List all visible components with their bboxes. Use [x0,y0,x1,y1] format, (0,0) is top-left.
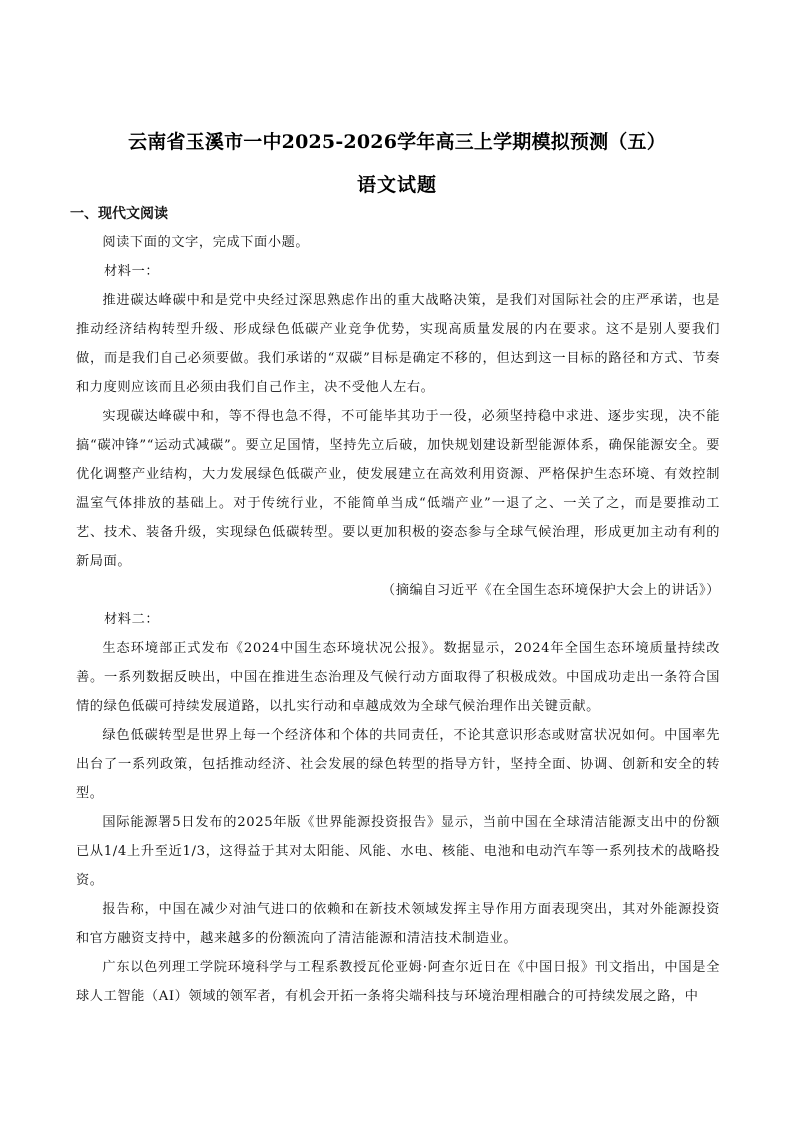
material-one-paragraph: 推进碳达峰碳中和是党中央经过深思熟虑作出的重大战略决策，是我们对国际社会的庄严承诺，也是推动经济结构转型升级、形成绿色低碳产业竞争优势，实现高质量发展的内在要求。这不是别人要我们做，而是我们自己必须要做。我们承诺的“双碳”目标是确定不移的，但达到这一目标的路径和方式、节奏和力度则应该而且必须由我们自己作主，决不受他人左右。 [76,293,720,395]
exam-title: 云南省玉溪市一中2025-2026学年高三上学期模拟预测（五） [128,131,666,153]
reading-body [76,228,720,1011]
material-two-paragraph: 国际能源署5日发布的2025年版《世界能源投资报告》显示，当前中国在全球清洁能源支出中的份额已从1/4上升至近1/3，这得益于其对太阳能、风能、水电、核能、电池和电动汽车等一系列技术的战略投资。 [76,815,720,888]
material-one-paragraph: 实现碳达峰碳中和，等不得也急不得，不可能毕其功于一役，必须坚持稳中求进、逐步实现，决不能搞“碳冲锋”“运动式减碳”。要立足国情，坚持先立后破，加快规划建设新型能源体系，确保能源安全。要优化调整产业结构，大力发展绿色低碳产业，使发展建立在高效利用资源、严格保护生态环境、有效控制温室气体排放的基础上。对于传统行业，不能简单当成“低端产业”一退了之、一关了之，而是要推动工艺、技术、装备升级，实现绿色低碳转型。要以更加积极的姿态参与全球气候治理，形成更加主动有利的新局面。 [76,409,720,569]
material-two-paragraph: 广东以色列理工学院环境科学与工程系教授瓦伦亚姆·阿查尔近日在《中国日报》刊文指出，中国是全球人工智能（AI）领域的领军者，有机会开拓一条将尖端科技与环境治理相融合的可持续发展之路，中 [76,960,720,1004]
material-two-paragraph: 报告称，中国在减少对油气进口的依赖和在新技术领域发挥主导作用方面表现突出，其对外能源投资和官方融资支持中，越来越多的份额流向了清洁能源和清洁技术制造业。 [76,902,720,946]
material-one-label: 材料一： [104,264,160,279]
instruction-text: 阅读下面的文字，完成下面小题。 [102,235,310,250]
material-two-paragraph: 生态环境部正式发布《2024中国生态环境状况公报》。数据显示，2024年全国生态环境质量持续改善。一系列数据反映出，中国在推进生态治理及气候行动方面取得了积极成效。中国成功走出一条符合国情的绿色低碳可持续发展道路，以扎实行动和卓越成效为全球气候治理作出关键贡献。 [76,641,720,714]
material-one-source: （摘编自习近平《在全国生态环境保护大会上的讲话》） [381,583,720,598]
exam-subtitle: 语文试题 [356,174,437,196]
material-two-paragraph: 绿色低碳转型是世界上每一个经济体和个体的共同责任，不论其意识形态或财富状况如何。中国率先出台了一系列政策，包括推动经济、社会发展的绿色转型的指导方针，坚持全面、协调、创新和安全的转型。 [76,728,720,801]
section-heading: 一、现代文阅读 [70,206,168,222]
material-two-label: 材料二： [104,612,160,627]
